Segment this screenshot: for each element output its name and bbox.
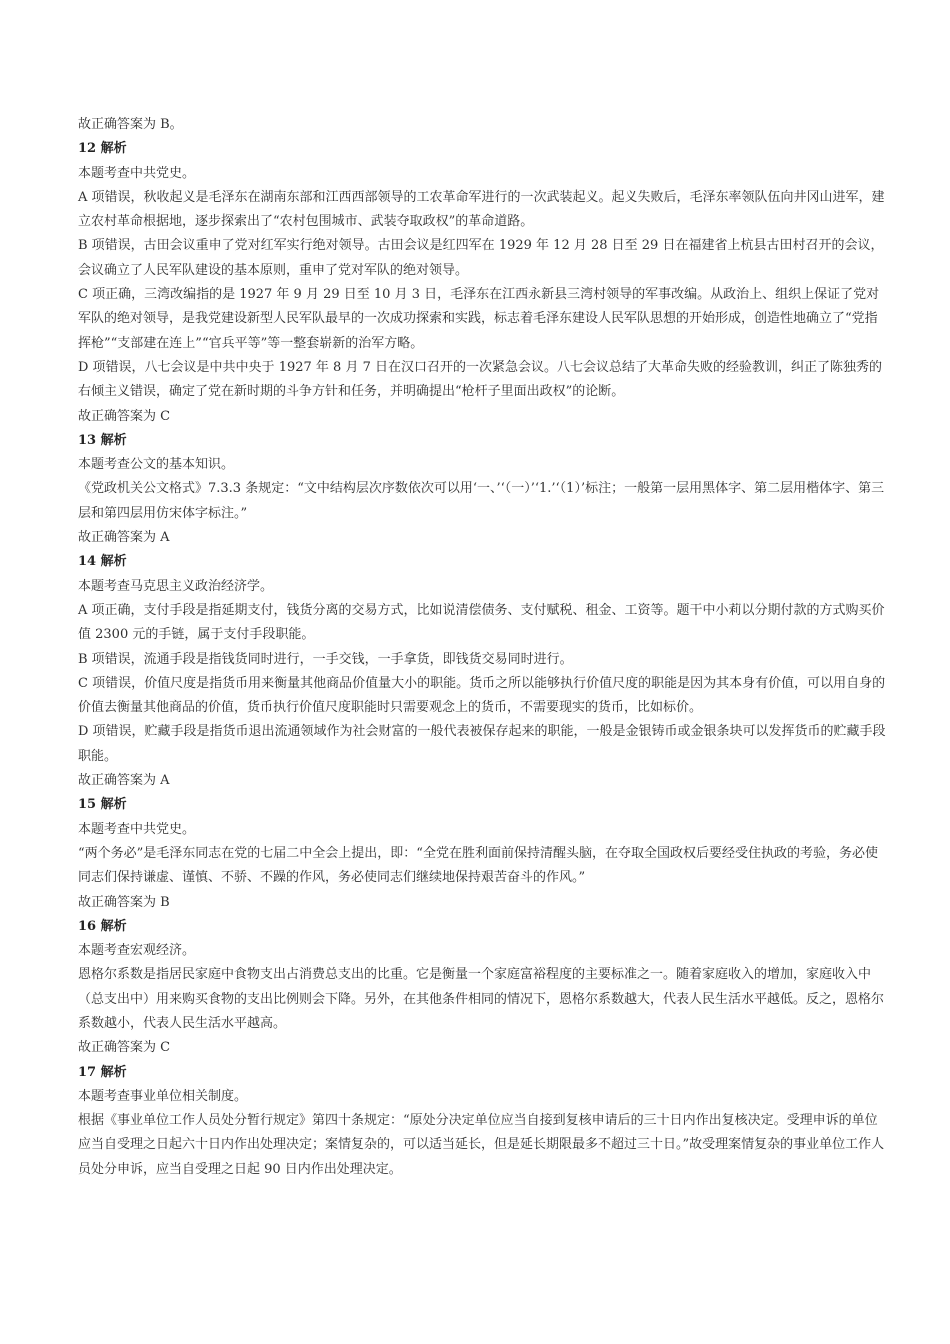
paragraph: C 项正确，三湾改编指的是 1927 年 9 月 29 日至 10 月 3 日，毛泽东在江西永新县三湾村领导的军事改编。从政治上、组织上保证了党对军队的绝对领导，是我党建设新型人民军队最早的一次成功探索和实践，标志着毛泽东建设人民军队思想的开始形成，创造性地确立了“党指挥枪”“支部建在连上”“官兵平等”等一整套崭新的治军方略。: [78, 287, 880, 351]
paragraph: A 项错误，秋收起义是毛泽东在湖南东部和江西西部领导的工农革命军进行的一次武装起义。起义失败后，毛泽东率领队伍向井冈山进军，建立农村革命根据地，逐步探索出了“农村包围城市、武装夺取政权”的革命道路。: [78, 189, 885, 230]
analysis-section-14: [78, 550, 886, 793]
analysis-section-12: [78, 137, 886, 429]
section-heading: 16 解析: [78, 918, 127, 934]
answer-line: 故正确答案为 A: [78, 773, 170, 789]
paragraph: “两个务必”是毛泽东同志在党的七届二中全会上提出，即：“全党在胜利面前保持清醒头脑，在夺取全国政权后要经受住执政的考验，务必使同志们保持谦虚、谨慎、不骄、不躁的作风，务必使同志们继续地保持艰苦奋斗的作风。”: [78, 845, 878, 886]
analysis-section-17: [78, 1061, 886, 1182]
section-heading: 12 解析: [78, 141, 127, 157]
section-heading: 13 解析: [78, 432, 127, 448]
answer-line: 故正确答案为 C: [78, 408, 171, 424]
section-heading: 17 解析: [78, 1064, 127, 1080]
paragraph: 本题考查中共党史。: [78, 165, 196, 181]
paragraph: D 项错误，八七会议是中共中央于 1927 年 8 月 7 日在汉口召开的一次紧急会议。八七会议总结了大革命失败的经验教训，纠正了陈独秀的右倾主义错误，确定了党在新时期的斗争方针和任务，并明确提出“枪杆子里面出政权”的论断。: [78, 359, 882, 400]
analysis-section-13: [78, 429, 886, 550]
document-page: [78, 113, 886, 1182]
paragraph: 本题考查事业单位相关制度。: [78, 1088, 248, 1104]
paragraph: 《党政机关公文格式》7.3.3 条规定：“文中结构层次序数依次可以用‘一、’‘（一）’‘1.’‘（1）’标注；一般第一层用黑体字、第二层用楷体字、第三层和第四层用仿宋体字标注。”: [78, 481, 885, 521]
paragraph: B 项错误，流通手段是指钱货同时进行，一手交钱，一手拿货，即钱货交易同时进行。: [78, 651, 573, 667]
paragraph: 根据《事业单位工作人员处分暂行规定》第四十条规定：“原处分决定单位应当自接到复核申请后的三十日内作出复核决定。受理申诉的单位应当自受理之日起六十日内作出处理决定；案情复杂的，可以适当延长，但是延长期限最多不超过三十日。”故受理案情复杂的事业单位工作人员处分申诉，应当自受理之日起 90 日内作出处理决定。: [78, 1113, 885, 1177]
answer-line: 故正确答案为 B: [78, 894, 170, 910]
answer-line: 故正确答案为 C: [78, 1040, 171, 1056]
section-heading: 15 解析: [78, 797, 127, 813]
answer-line: 故正确答案为 B。: [78, 117, 183, 132]
paragraph: 本题考查宏观经济。: [78, 943, 196, 959]
paragraph: A 项正确，支付手段是指延期支付，钱货分离的交易方式，比如说清偿债务、支付赋税、租金、工资等。题干中小莉以分期付款的方式购买价值 2300 元的手链，属于支付手段职能。: [78, 602, 885, 643]
paragraph: D 项错误，贮藏手段是指货币退出流通领域作为社会财富的一般代表被保存起来的职能，一般是金银铸币或金银条块可以发挥货币的贮藏手段职能。: [78, 724, 886, 764]
section-heading: 14 解析: [78, 554, 127, 570]
paragraph: 本题考查中共党史。: [78, 821, 196, 837]
paragraph: 恩格尔系数是指居民家庭中食物支出占消费总支出的比重。它是衡量一个家庭富裕程度的主要标准之一。随着家庭收入的增加，家庭收入中（总支出中）用来购买食物的支出比例则会下降。另外，在其他条件相同的情况下，恩格尔系数越大，代表人民生活水平越低。反之，恩格尔系数越小，代表人民生活水平越高。: [78, 967, 885, 1031]
paragraph: B 项错误，古田会议重申了党对红军实行绝对领导。古田会议是红四军在 1929 年 12 月 28 日至 29 日在福建省上杭县古田村召开的会议，会议确立了人民军队建设的基本原则，重申了党对军队的绝对领导。: [78, 238, 884, 278]
analysis-section-16: [78, 915, 886, 1061]
paragraph: C 项错误，价值尺度是指货币用来衡量其他商品价值量大小的职能。货币之所以能够执行价值尺度的职能是因为其本身有价值，可以用自身的价值去衡量其他商品的价值，货币执行价值尺度职能时只需要观念上的货币，不需要现实的货币，比如标价。: [78, 675, 886, 716]
paragraph: 本题考查公文的基本知识。: [78, 457, 235, 473]
paragraph: 本题考查马克思主义政治经济学。: [78, 578, 274, 594]
analysis-section-15: [78, 793, 886, 914]
answer-line: 故正确答案为 A: [78, 530, 170, 546]
